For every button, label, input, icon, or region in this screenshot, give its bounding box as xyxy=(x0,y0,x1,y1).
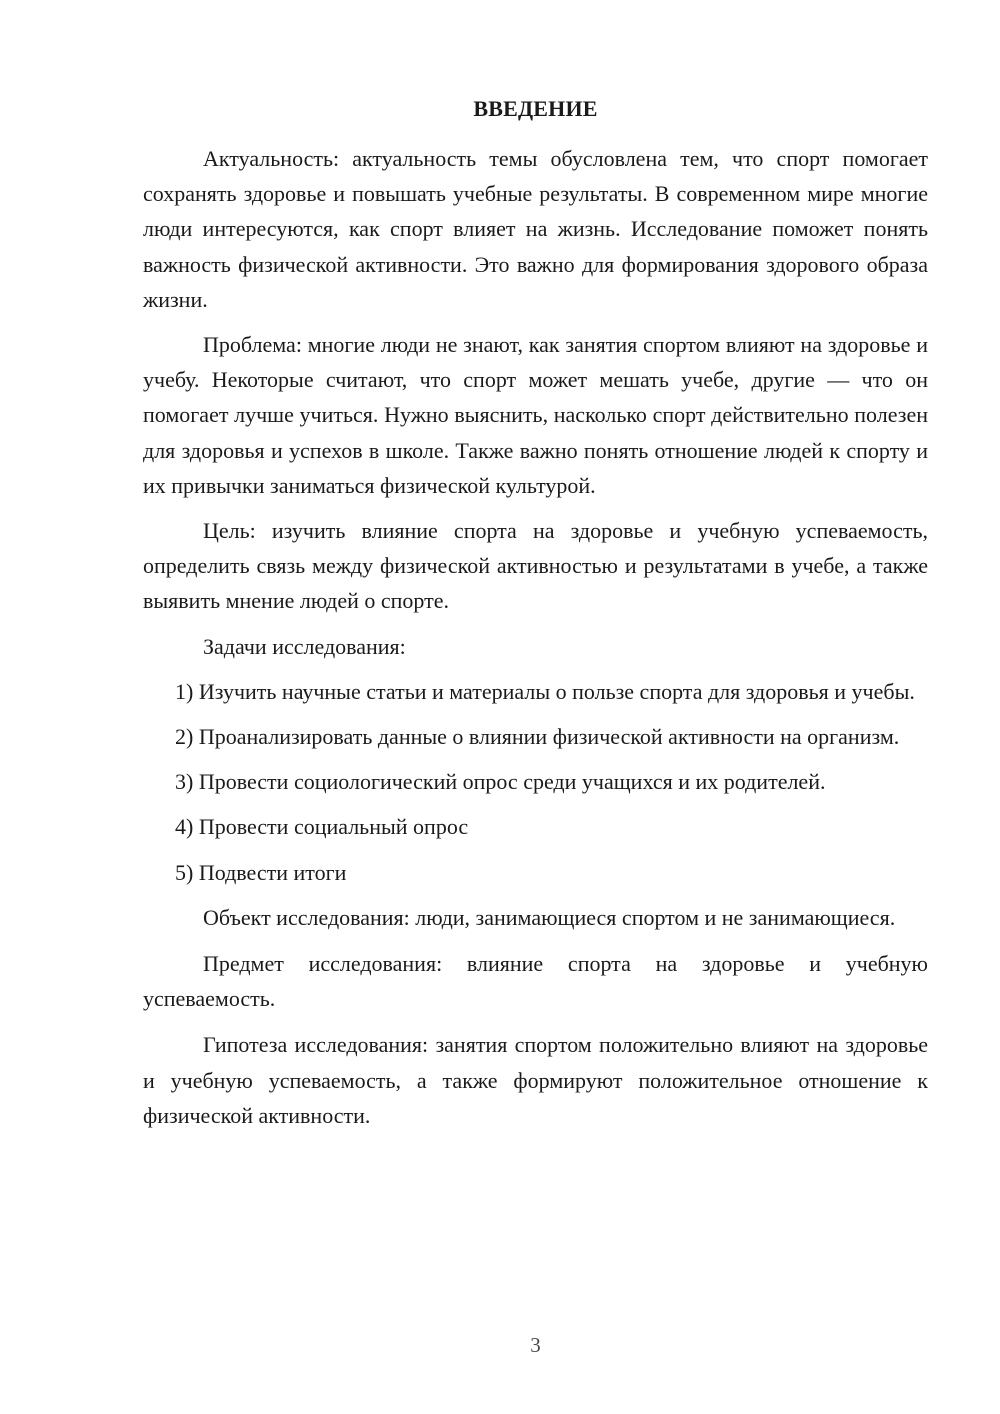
tasks-heading: Задачи исследования: xyxy=(203,633,406,659)
paragraph-object: Объект исследования: люди, занимающиеся спортом и не занимающиеся. xyxy=(203,904,896,930)
paragraph-hypothesis: Гипотеза исследования: занятия спортом положительно влияют на здоровье и учебную успеваемость, а также формируют положительное отношение к физической активности. xyxy=(143,1032,928,1128)
page-title: ВВЕДЕНИЕ xyxy=(473,96,598,121)
document-page xyxy=(143,0,928,1414)
task-item-3: 3) Провести социологический опрос среди учащихся и их родителей. xyxy=(175,769,826,795)
paragraph-subject: Предмет исследования: влияние спорта на здоровье и учебную успеваемость. xyxy=(143,951,928,1012)
task-item-1: 1) Изучить научные статьи и материалы о пользе спорта для здоровья и учебы. xyxy=(175,678,915,704)
task-item-4: 4) Провести социальный опрос xyxy=(175,814,469,840)
document-body xyxy=(143,141,928,1133)
task-item-2: 2) Проанализировать данные о влиянии физической активности на организм. xyxy=(175,724,900,750)
paragraph-goal: Цель: изучить влияние спорта на здоровье и учебную успеваемость, определить связь между физической активностью и результатами в учебе, а также выявить мнение людей о спорте. xyxy=(143,518,928,614)
paragraph-problem: Проблема: многие люди не знают, как занятия спортом влияют на здоровье и учебу. Некоторые считают, что спорт может мешать учебе, другие — что он помогает лучше учиться. Нужно выяснить, насколько спорт действительно полезен для здоровья и успехов в школе. Также важно понять отношение людей к спорту и их привычки заниматься физической культурой. xyxy=(143,332,928,498)
page-number: 3 xyxy=(530,1333,541,1357)
paragraph-relevance: Актуальность: актуальность темы обусловлена тем, что спорт помогает сохранять здоровье и повышать учебные результаты. В современном мире многие люди интересуются, как спорт влияет на жизнь. Исследование поможет понять важность физической активности. Это важно для формирования здорового образа жизни. xyxy=(143,146,928,312)
task-item-5: 5) Подвести итоги xyxy=(175,859,347,885)
